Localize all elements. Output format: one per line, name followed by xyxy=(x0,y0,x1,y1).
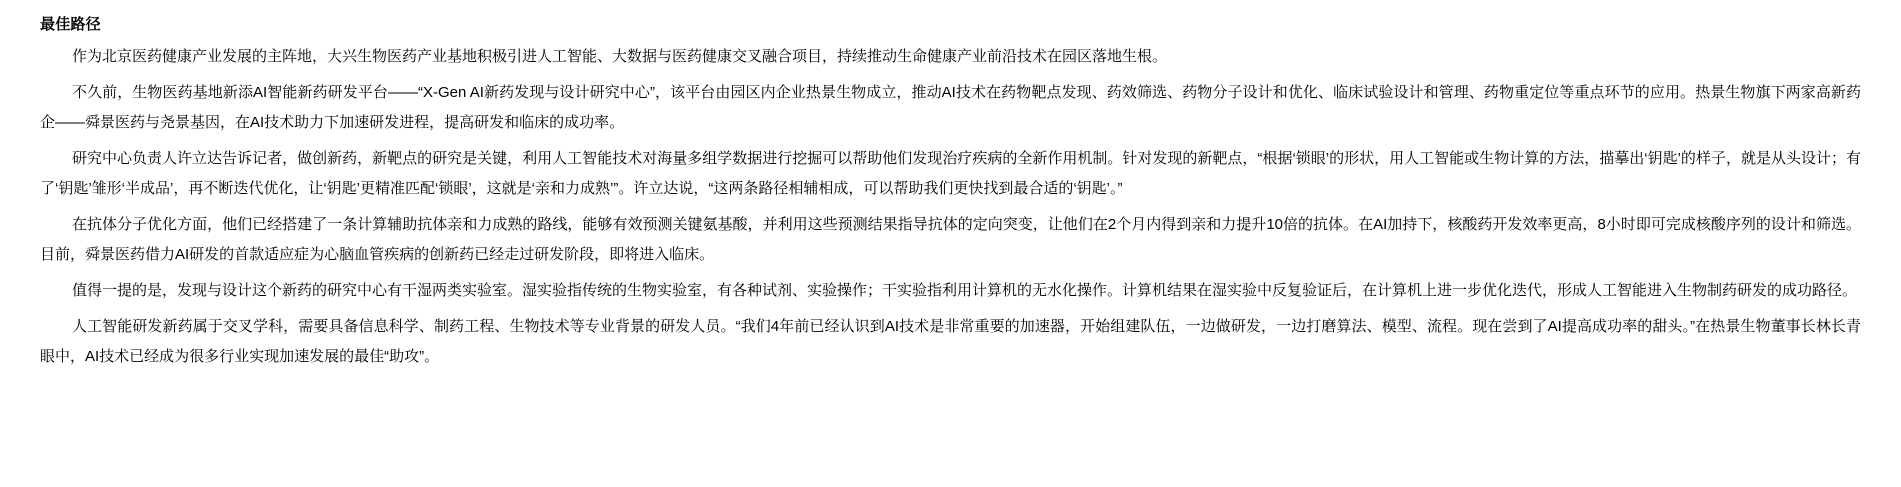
paragraph: 人工智能研发新药属于交叉学科，需要具备信息科学、制药工程、生物技术等专业背景的研发人员。“我们4年前已经认识到AI技术是非常重要的加速器，开始组建队伍，一边做研发，一边打磨算法、模型、流程。现在尝到了AI提高成功率的甜头。”在热景生物董事长林长青眼中，AI技术已经成为很多行业实现加速发展的最佳“助攻”。 xyxy=(40,318,1861,365)
paragraph: 不久前，生物医药基地新添AI智能新药研发平台——“X-Gen AI新药发现与设计研究中心”，该平台由园区内企业热景生物成立，推动AI技术在药物靶点发现、药效筛选、药物分子设计和优化、临床试验设计和管理、药物重定位等重点环节的应用。热景生物旗下两家高新药企——舜景医药与尧景基因，在AI技术助力下加速研发进程，提高研发和临床的成功率。 xyxy=(40,84,1861,131)
paragraph: 值得一提的是，发现与设计这个新药的研究中心有干湿两类实验室。湿实验指传统的生物实验室，有各种试剂、实验操作；干实验指利用计算机的无水化操作。计算机结果在湿实验中反复验证后，在计算机上进一步优化迭代，形成人工智能进入生物制药研发的成功路径。 xyxy=(72,282,1858,299)
paragraph: 在抗体分子优化方面，他们已经搭建了一条计算辅助抗体亲和力成熟的路线，能够有效预测关键氨基酸，并利用这些预测结果指导抗体的定向突变，让他们在2个月内得到亲和力提升10倍的抗体。在AI加持下，核酸药开发效率更高，8小时即可完成核酸序列的设计和筛选。目前，舜景医药借力AI研发的首款适应症为心脑血管疾病的创新药已经走过研发阶段，即将进入临床。 xyxy=(40,216,1861,263)
paragraph: 研究中心负责人许立达告诉记者，做创新药，新靶点的研究是关键，利用人工智能技术对海量多组学数据进行挖掘可以帮助他们发现治疗疾病的全新作用机制。针对发现的新靶点，“根据‘锁眼’的形状，用人工智能或生物计算的方法，描摹出‘钥匙’的样子，就是从头设计；有了‘钥匙’雏形‘半成品’，再不断迭代优化，让‘钥匙’更精准匹配‘锁眼’，这就是‘亲和力成熟’”。许立达说，“这两条路径相辅相成，可以帮助我们更快找到最合适的‘钥匙’。” xyxy=(40,150,1861,197)
document-body xyxy=(40,42,1861,372)
paragraph: 作为北京医药健康产业发展的主阵地，大兴生物医药产业基地积极引进人工智能、大数据与医药健康交叉融合项目，持续推动生命健康产业前沿技术在园区落地生根。 xyxy=(72,48,1168,65)
page-title: 最佳路径 xyxy=(40,16,101,33)
